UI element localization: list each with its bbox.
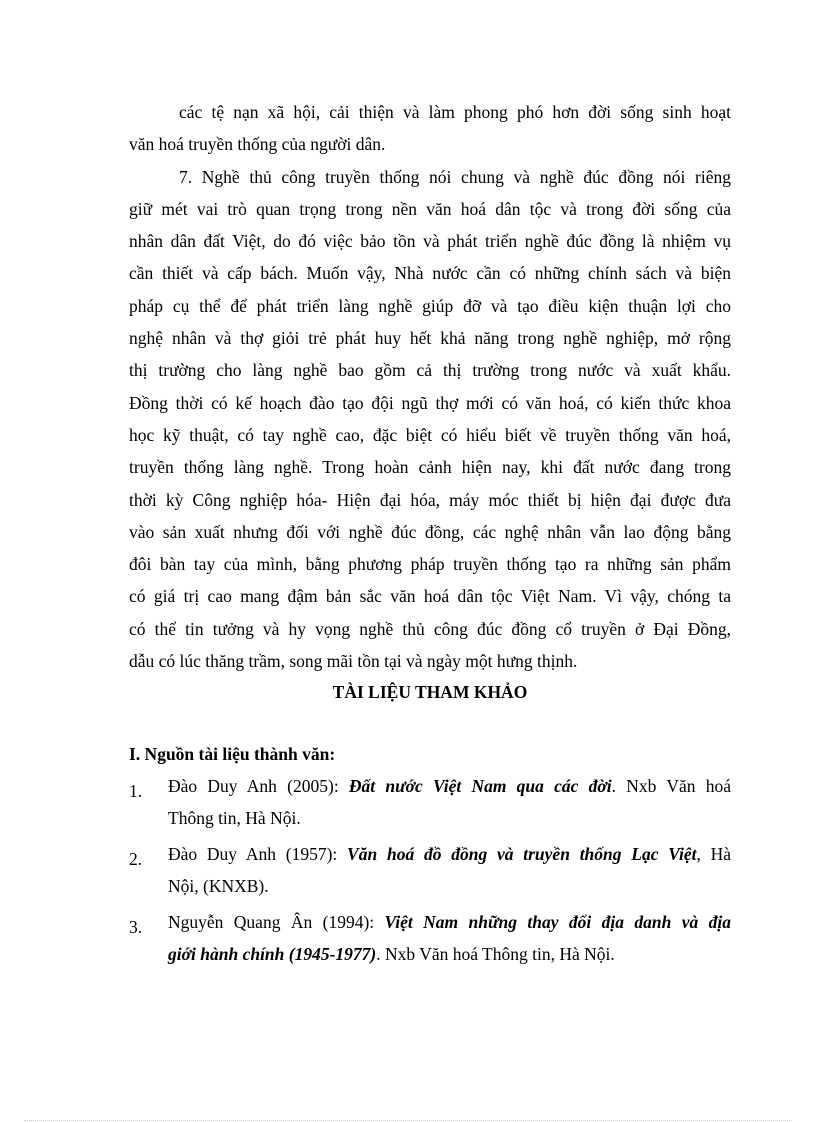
text-line: Đồng thời có kế hoạch đào tạo đội ngũ thợ mới có văn hoá, có kiến thức khoa	[129, 392, 731, 413]
reference-item	[129, 906, 731, 970]
text-line: pháp cụ thể để phát triển làng nghề giúp đỡ và tạo điều kiện thuận lợi cho	[129, 295, 731, 316]
reference-line	[168, 838, 731, 870]
reference-number: 3.	[129, 917, 143, 937]
section-title: I. Nguồn tài liệu thành văn:	[129, 744, 336, 764]
text-line: cần thiết và cấp bách. Muốn vậy, Nhà nước cần có những chính sách và biện	[129, 263, 731, 284]
text-line: 7. Nghề thủ công truyền thống nói chung và nghề đúc đồng nói riêng	[179, 166, 731, 187]
reference-publisher: , Hà	[696, 844, 732, 864]
reference-item	[129, 838, 731, 902]
text-line: đôi bàn tay của mình, bằng phương pháp truyền thống tạo ra những sản phẩm	[129, 554, 731, 575]
text-line: nhân dân đất Việt, do đó việc bảo tồn và phát triển nghề đúc đồng là nhiệm vụ	[129, 231, 731, 252]
reference-title-continued: giới hành chính (1945-1977)	[168, 944, 377, 964]
text-line: vào sản xuất nhưng đối với nghề đúc đồng, các nghệ nhân vẫn lao động bằng	[129, 521, 731, 542]
text-line: có giá trị cao mang đậm bản sắc văn hoá dân tộc Việt Nam. Vì vậy, chóng ta	[129, 586, 731, 607]
reference-title: Việt Nam những thay đổi địa danh và địa	[384, 912, 732, 932]
reference-title: Đất nước Việt Nam qua các đời	[348, 776, 612, 796]
reference-author: Nguyễn Quang Ân (1994):	[168, 912, 385, 932]
text-line: thị trường cho làng nghề bao gồm cả thị trường trong nước và xuất khẩu.	[129, 360, 731, 381]
text-line: truyền thống làng nghề. Trong hoàn cảnh hiện nay, khi đất nước đang trong	[129, 457, 731, 478]
reference-publisher: . Nxb Văn hoá Thông tin, Hà Nội.	[376, 944, 615, 964]
text-line: nghệ nhân và thợ giỏi trẻ phát huy hết khả năng trong nghề nghiệp, mở rộng	[129, 328, 731, 349]
reference-author: Đào Duy Anh (2005):	[168, 776, 349, 796]
reference-author: Đào Duy Anh (1957):	[168, 844, 348, 864]
page-bottom-rule	[24, 1120, 792, 1121]
text-line: văn hoá truyền thống của người dân.	[129, 134, 386, 155]
reference-item	[129, 770, 731, 834]
reference-number: 2.	[129, 849, 143, 869]
reference-line	[168, 906, 731, 938]
text-line: các tệ nạn xã hội, cải thiện và làm phong phó hơn đời sống sinh hoạt	[179, 102, 731, 122]
text-line: dẫu có lúc thăng trầm, song mãi tồn tại và ngày một hưng thịnh.	[129, 651, 578, 672]
reference-title: Văn hoá đồ đồng và truyền thống Lạc Việt	[347, 844, 697, 864]
text-line: thời kỳ Công nghiệp hóa- Hiện đại hóa, máy móc thiết bị hiện đại được đưa	[129, 489, 731, 510]
text-line: học kỹ thuật, có tay nghề cao, đặc biệt có hiểu biết về truyền thống văn hoá,	[129, 424, 731, 445]
reference-list	[129, 770, 731, 974]
body-text	[129, 96, 731, 677]
reference-line	[168, 770, 731, 802]
reference-publisher: . Nxb Văn hoá	[611, 776, 731, 796]
text-line: giữ mét vai trò quan trọng trong nền văn hoá dân tộc và trong đời sống của	[129, 198, 731, 219]
reference-number: 1.	[129, 781, 143, 801]
references-heading: TÀI LIỆU THAM KHẢO	[332, 682, 528, 702]
text-line: có thể tin tưởng và hy vọng nghề thủ công đúc đồng cổ truyền ở Đại Đồng,	[129, 618, 731, 639]
reference-line: Thông tin, Hà Nội.	[168, 808, 301, 828]
reference-line: Nội, (KNXB).	[168, 876, 269, 896]
reference-line	[168, 938, 731, 970]
